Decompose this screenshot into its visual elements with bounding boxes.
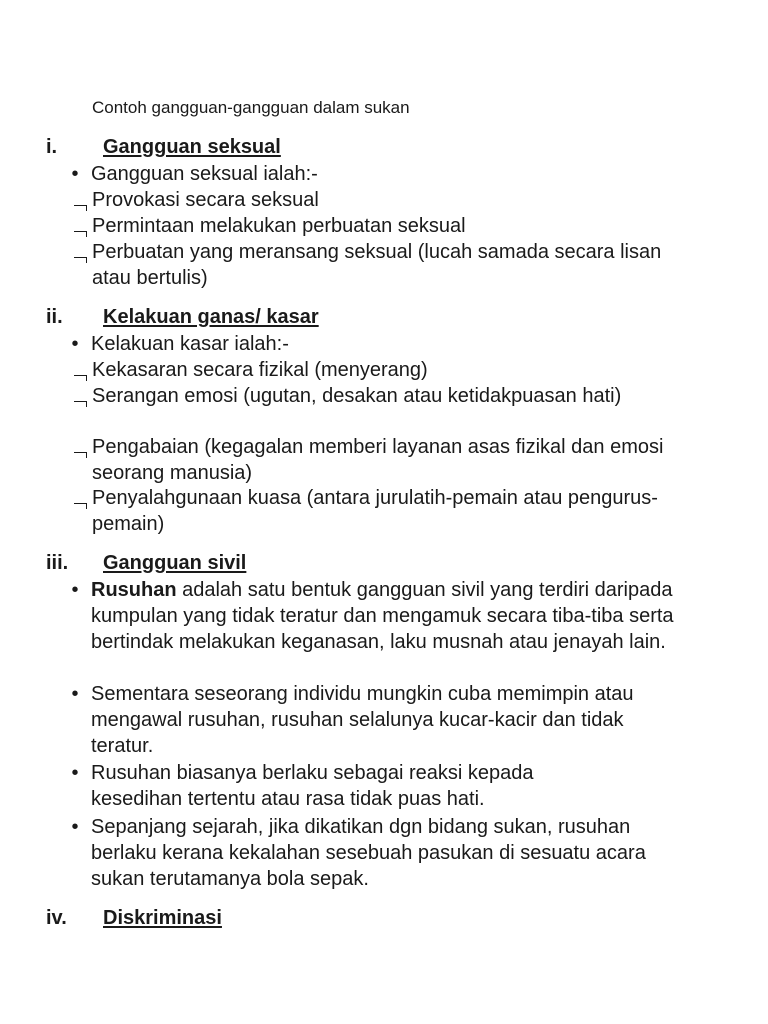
bullet-item [68, 161, 708, 187]
section-number: ii. [46, 306, 63, 328]
section-title: Gangguan sivil [103, 552, 247, 574]
bullet-text: Gangguan seksual ialah:- [91, 163, 318, 185]
bullet-icon: • [71, 333, 79, 355]
sub-item-text: Provokasi secara seksual [92, 189, 319, 211]
bullet-text: Rusuhan biasanya berlaku sebagai reaksi kepada kesedihan tertentu atau rasa tidak puas hati. [91, 762, 534, 810]
sub-item-text: Perbuatan yang meransang seksual (lucah samada secara lisan atau bertulis) [92, 241, 662, 289]
bullet-lead-term: Rusuhan [91, 579, 177, 601]
sub-item [72, 187, 712, 213]
hook-marker-icon [72, 357, 90, 383]
hook-marker-icon [72, 383, 90, 409]
section-title: Kelakuan ganas/ kasar [103, 306, 319, 328]
sub-item [72, 485, 682, 537]
hook-marker-icon [72, 187, 90, 213]
bullet-icon: • [71, 163, 79, 185]
sub-item [72, 239, 672, 291]
bullet-text [68, 577, 688, 655]
sub-item-text: Permintaan melakukan perbuatan seksual [92, 215, 466, 237]
bullet-text: Sementara seseorang individu mungkin cuba memimpin atau mengawal rusuhan, rusuhan selalunya kucar-kacir dan tidak teratur. [91, 683, 634, 757]
hook-marker-icon [72, 434, 90, 460]
hook-marker-icon [72, 213, 90, 239]
bullet-item [68, 760, 628, 812]
sub-item [72, 383, 692, 409]
section-number: i. [46, 136, 58, 158]
bullet-text: Kelakuan kasar ialah:- [91, 333, 289, 355]
sub-item-text: Kekasaran secara fizikal (menyerang) [92, 359, 428, 381]
bullet-item [68, 814, 693, 892]
sub-item [72, 213, 712, 239]
bullet-item [68, 681, 688, 759]
sub-item-text: Penyalahgunaan kuasa (antara jurulatih-pemain atau pengurus-pemain) [92, 487, 658, 535]
page-title: Contoh gangguan-gangguan dalam sukan [92, 98, 410, 117]
section-number: iii. [46, 552, 69, 574]
bullet-item [68, 331, 708, 357]
bullet-icon: • [71, 816, 79, 838]
hook-marker-icon [72, 239, 90, 265]
sub-item-text: Serangan emosi (ugutan, desakan atau ketidakpuasan hati) [92, 385, 622, 407]
hook-marker-icon [72, 485, 90, 511]
bullet-icon: • [71, 683, 79, 705]
section-title: Diskriminasi [103, 907, 222, 929]
sub-item-text: Pengabaian (kegagalan memberi layanan asas fizikal dan emosi seorang manusia) [92, 436, 664, 484]
bullet-icon: • [71, 762, 79, 784]
bullet-item [68, 577, 688, 655]
bullet-body: adalah satu bentuk gangguan sivil yang terdiri daripada kumpulan yang tidak teratur dan mengamuk secara tiba-tiba serta bertindak melakukan keganasan, laku musnah atau jenayah lain. [91, 579, 674, 653]
sub-item [72, 434, 692, 486]
bullet-text: Sepanjang sejarah, jika dikatikan dgn bidang sukan, rusuhan berlaku kerana kekalahan sesebuah pasukan di sesuatu acara sukan terutamanya bola sepak. [91, 816, 646, 890]
section-title: Gangguan seksual [103, 136, 281, 158]
section-number: iv. [46, 907, 67, 929]
sub-item [72, 357, 712, 383]
bullet-icon: • [71, 579, 79, 601]
